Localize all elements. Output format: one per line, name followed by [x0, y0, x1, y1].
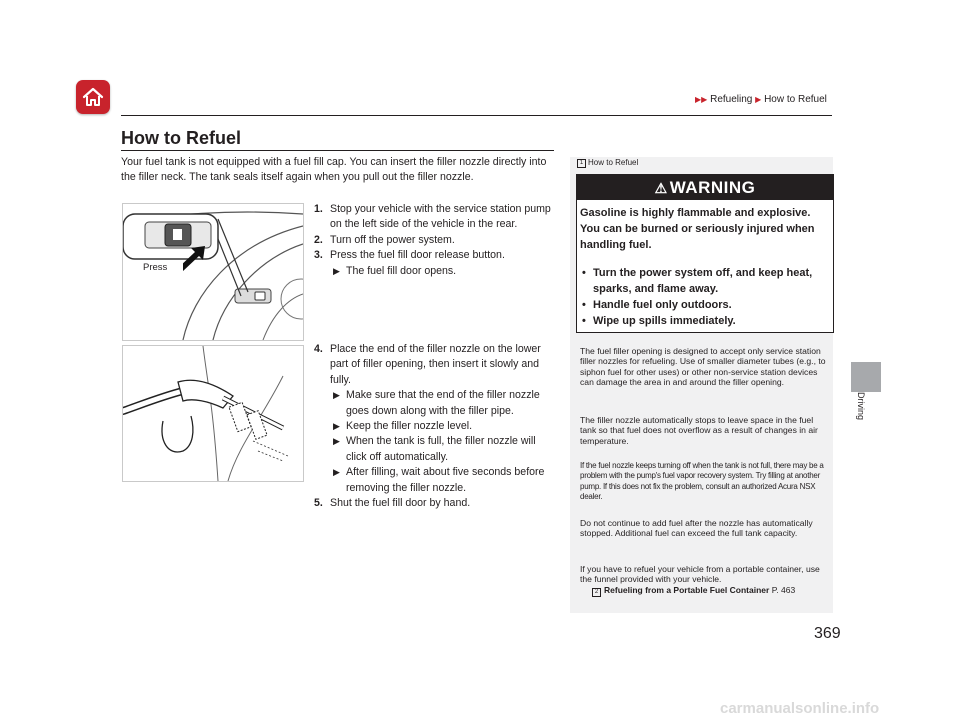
watermark: carmanualsonline.info: [720, 700, 880, 717]
section-tab-label: Driving: [856, 392, 866, 421]
step-4-sub-2: ▶ Keep the filler nozzle level.: [333, 420, 473, 433]
step-3: 3. Press the fuel fill door release button.: [314, 249, 505, 262]
warning-header: ⚠ WARNING: [577, 175, 833, 200]
steps-part1: [314, 202, 554, 279]
title-divider: [121, 150, 554, 151]
breadcrumb: [695, 94, 827, 105]
reference-icon: 2: [592, 588, 601, 597]
warning-item: • Turn the power system off, and keep heat, sparks, and flame away.: [580, 265, 830, 297]
step-4: 4. Place the end of the filler nozzle on the lower part of filler opening, then insert it slowly and fully.: [314, 343, 541, 386]
fuel-door-button-figure: [122, 203, 304, 341]
note-vapor-recovery: If the fuel nozzle keeps turning off when the tank is not full, there may be a problem with the pump's fuel vapor recovery system. Try filling at another pump. If this does not fix the problem, consult an authorized Acura NSX dealer.: [580, 461, 824, 501]
steps-part2: [314, 342, 554, 511]
page-title: How to Refuel: [121, 128, 241, 148]
intro-paragraph: Your fuel tank is not equipped with a fuel fill cap. You can insert the filler nozzle directly into the filler neck. The tank seals itself again when you pull out the filler nozzle.: [121, 156, 547, 183]
header-divider: [121, 115, 832, 116]
breadcrumb-arrow-icon: ▶: [755, 95, 762, 104]
step-2: 2. Turn off the power system.: [314, 233, 455, 246]
sidebar-heading: 1 How to Refuel: [577, 158, 638, 168]
warning-list: [580, 265, 830, 329]
page-number: 369: [814, 625, 841, 642]
step-4-sub-3: ▶ When the tank is full, the filler nozzle will click off automatically.: [333, 435, 536, 463]
step-4-sub-1: ▶ Make sure that the end of the filler nozzle goes down along with the filler pipe.: [333, 389, 540, 417]
filler-nozzle-figure: [122, 345, 304, 482]
step-1: 1. Stop your vehicle with the service station pump on the left side of the vehicle in the rear.: [314, 203, 551, 231]
breadcrumb-item-refueling[interactable]: Refueling: [710, 94, 753, 105]
warning-triangle-icon: ⚠: [654, 180, 668, 196]
breadcrumb-item-how-to-refuel[interactable]: How to Refuel: [764, 94, 827, 105]
note-filler-opening: The fuel filler opening is designed to accept only service station filler nozzles for refueling. Use of smaller diameter tubes (e.g., to siphon fuel for other uses) or other non-service station devices can damage the area in and around the filler opening.: [580, 346, 826, 387]
step-3-result: ▶ The fuel fill door opens.: [333, 264, 457, 277]
step-4-sub-4: ▶ After filling, wait about five seconds before removing the filler nozzle.: [333, 466, 545, 494]
home-icon: [81, 85, 105, 109]
warning-item: • Handle fuel only outdoors.: [580, 297, 830, 313]
section-tab[interactable]: [851, 362, 881, 392]
note-portable-container: If you have to refuel your vehicle from a portable container, use the funnel provided with your vehicle.: [580, 564, 820, 585]
xref-page: P. 463: [771, 585, 796, 595]
note-overfill: Do not continue to add fuel after the nozzle has automatically stopped. Additional fuel can exceed the full tank capacity.: [580, 518, 813, 539]
warning-item: • Wipe up spills immediately.: [580, 313, 830, 329]
note-marker-icon: 1: [577, 159, 586, 168]
note-auto-stop: The filler nozzle automatically stops to leave space in the fuel tank so that fuel does not overflow as a result of changes in air temperature.: [580, 415, 818, 446]
warning-box: [576, 174, 834, 333]
cross-reference-link[interactable]: 2 Refueling from a Portable Fuel Container P. 463: [592, 585, 795, 597]
press-callout: Press: [141, 261, 183, 274]
warning-lead: Gasoline is highly flammable and explosive. You can be burned or seriously injured when handling fuel.: [580, 207, 815, 251]
home-button[interactable]: [76, 80, 110, 114]
step-5: 5. Shut the fuel fill door by hand.: [314, 497, 471, 510]
breadcrumb-arrow-icon: ▶▶: [695, 95, 708, 104]
